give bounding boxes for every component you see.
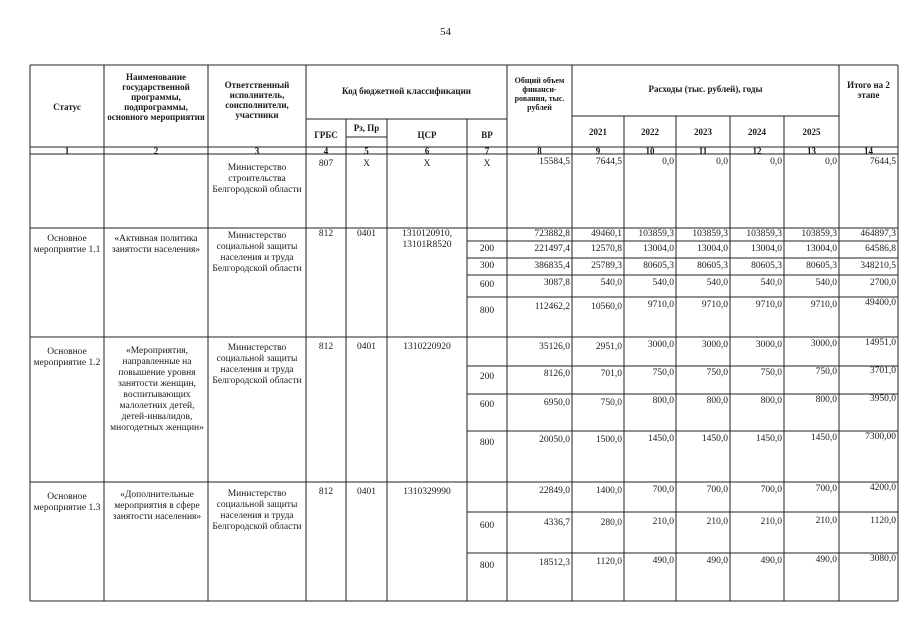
m11-l2-2024: 13004,0 bbox=[751, 244, 782, 254]
m11-l2-2025: 13004,0 bbox=[806, 244, 837, 254]
header-responsible: Ответственный исполнитель, соисполнители, участники bbox=[224, 80, 290, 120]
col-num-13: 13 bbox=[807, 146, 816, 156]
m13-l3-2025: 490,0 bbox=[815, 555, 837, 565]
m11-l4-vr: 600 bbox=[479, 280, 495, 290]
m12-l1-stage: 14951,0 bbox=[865, 338, 896, 348]
m11-l1-stage: 464897,3 bbox=[860, 229, 896, 239]
top-stage-total: 7644,5 bbox=[869, 157, 896, 167]
m13-l1-total: 22849,0 bbox=[539, 486, 570, 496]
m12-l4-2023: 1450,0 bbox=[701, 434, 728, 444]
m12-l4-2024: 1450,0 bbox=[755, 434, 782, 444]
m13-l2-2022: 210,0 bbox=[652, 517, 674, 527]
m11-l2-stage: 64586,8 bbox=[865, 244, 896, 254]
m11-l3-2025: 80605,3 bbox=[806, 261, 837, 271]
m11-l2-2021: 12570,8 bbox=[591, 244, 622, 254]
top-responsible: Министерство строительства Белгородской области bbox=[212, 163, 302, 195]
m11-l1-total: 723882,8 bbox=[534, 229, 570, 239]
header-name: Наименование государственной программы, подпрограммы, основного мероприятия bbox=[107, 72, 205, 122]
m13-l2-stage: 1120,0 bbox=[870, 516, 896, 526]
m11-l4-stage: 2700,0 bbox=[869, 278, 896, 288]
m12-l3-2025: 800,0 bbox=[815, 395, 837, 405]
m13-l3-total: 18512,3 bbox=[539, 558, 570, 568]
m13-l3-2022: 490,0 bbox=[652, 556, 674, 566]
top-2023: 0,0 bbox=[716, 157, 728, 167]
m13-grbs: 812 bbox=[318, 487, 334, 497]
m12-csr: 1310220920 bbox=[403, 342, 451, 352]
m13-l3-stage: 3080,0 bbox=[869, 554, 896, 564]
m13-l1-2025: 700,0 bbox=[815, 484, 837, 494]
col-num-5: 5 bbox=[364, 146, 369, 156]
m11-l2-total: 221497,4 bbox=[534, 244, 570, 254]
m12-status: Основное мероприятие 1.2 bbox=[33, 347, 101, 368]
m12-l1-2022: 3000,0 bbox=[647, 340, 674, 350]
m11-name: «Активная политика занятости населения» bbox=[111, 234, 201, 255]
top-vr: Х bbox=[483, 159, 491, 169]
col-num-10: 10 bbox=[645, 146, 655, 156]
year-2024: 2024 bbox=[748, 127, 766, 137]
year-2021: 2021 bbox=[589, 127, 607, 137]
m13-l2-total: 4336,7 bbox=[543, 518, 570, 528]
m13-l2-2021: 280,0 bbox=[600, 518, 622, 528]
m12-l2-2022: 750,0 bbox=[652, 368, 674, 378]
m11-l1-2022: 103859,3 bbox=[638, 229, 674, 239]
m11-l3-2024: 80605,3 bbox=[751, 261, 782, 271]
m12-l4-2022: 1450,0 bbox=[647, 434, 674, 444]
header-csr: ЦСР bbox=[417, 130, 437, 140]
m12-l3-2021: 750,0 bbox=[600, 398, 622, 408]
m11-l3-stage: 348210,5 bbox=[860, 261, 896, 271]
m13-l3-2024: 490,0 bbox=[760, 556, 782, 566]
m11-l4-total: 3087,8 bbox=[543, 278, 570, 288]
m13-l1-stage: 4200,0 bbox=[869, 483, 896, 493]
top-2021: 7644,5 bbox=[595, 157, 622, 167]
year-2022: 2022 bbox=[641, 127, 659, 137]
header-status: Статус bbox=[53, 102, 81, 112]
m12-l3-2022: 800,0 bbox=[652, 396, 674, 406]
header-total: Общий объем финанси-рования, тыс. рублей bbox=[514, 76, 565, 112]
top-grbs: 807 bbox=[318, 159, 334, 169]
m11-l5-2024: 9710,0 bbox=[755, 300, 782, 310]
m13-l2-2023: 210,0 bbox=[706, 517, 728, 527]
col-num-7: 7 bbox=[484, 146, 490, 156]
m12-name: «Мероприятия, направленные на повышение уровня занятости женщин, воспитывающих малолетних детей, детей-инвалидов, многодетных женщин» bbox=[110, 346, 204, 433]
m11-l4-2024: 540,0 bbox=[760, 278, 782, 288]
m11-l5-2021: 10560,0 bbox=[591, 302, 622, 312]
m11-l5-vr: 800 bbox=[479, 306, 495, 316]
top-rzpr: Х bbox=[363, 159, 370, 169]
m13-l3-2021: 1120,0 bbox=[596, 557, 622, 567]
m11-l1-2025: 103859,3 bbox=[801, 229, 837, 239]
m12-l4-vr: 800 bbox=[479, 438, 495, 448]
m11-l4-2025: 540,0 bbox=[815, 278, 837, 288]
top-csr: Х bbox=[423, 159, 431, 169]
m12-l2-2023: 750,0 bbox=[706, 368, 728, 378]
m13-rzpr: 0401 bbox=[357, 487, 376, 497]
m12-l2-2024: 750,0 bbox=[760, 368, 782, 378]
m11-l5-2025: 9710,0 bbox=[810, 300, 837, 310]
m11-l3-2021: 25789,3 bbox=[591, 261, 622, 271]
m11-l1-2021: 49460,1 bbox=[591, 229, 622, 239]
m12-l4-total: 20050,0 bbox=[539, 435, 570, 445]
m13-status: Основное мероприятие 1.3 bbox=[33, 492, 101, 513]
m11-status: Основное мероприятие 1.1 bbox=[33, 234, 101, 255]
m13-l1-2024: 700,0 bbox=[760, 485, 782, 495]
m13-l1-2023: 700,0 bbox=[706, 485, 728, 495]
m11-l5-2022: 9710,0 bbox=[647, 300, 674, 310]
m13-l2-2024: 210,0 bbox=[760, 517, 782, 527]
m11-l5-total: 112462,2 bbox=[534, 302, 570, 312]
m11-l4-2021: 540,0 bbox=[600, 278, 622, 288]
m13-l2-2025: 210,0 bbox=[815, 516, 837, 526]
m11-l4-2022: 540,0 bbox=[652, 278, 674, 288]
header-expenses: Расходы (тыс. рублей), годы bbox=[648, 84, 763, 94]
m11-l2-2023: 13004,0 bbox=[697, 244, 728, 254]
page-number: 54 bbox=[440, 26, 451, 38]
m11-l5-2023: 9710,0 bbox=[701, 300, 728, 310]
col-num-2: 2 bbox=[153, 146, 159, 156]
m12-l4-2025: 1450,0 bbox=[810, 433, 837, 443]
header-rzpr: Рз, Пр bbox=[353, 123, 380, 133]
m12-l2-2025: 750,0 bbox=[815, 367, 837, 377]
m11-l5-stage: 49400,0 bbox=[865, 298, 896, 308]
m11-responsible: Министерство социальной защиты населения и труда Белгородской области bbox=[212, 231, 302, 274]
m13-l3-2023: 490,0 bbox=[706, 556, 728, 566]
m12-responsible: Министерство социальной защиты населения и труда Белгородской области bbox=[212, 343, 302, 386]
m13-l3-vr: 800 bbox=[479, 561, 495, 571]
m12-l2-2021: 701,0 bbox=[600, 369, 622, 379]
m12-l2-stage: 3701,0 bbox=[869, 366, 896, 376]
m11-rzpr: 0401 bbox=[357, 229, 376, 239]
top-2025: 0,0 bbox=[825, 157, 837, 167]
m11-l2-vr: 200 bbox=[479, 244, 495, 254]
m11-l3-2023: 80605,3 bbox=[697, 261, 728, 271]
m11-l4-2023: 540,0 bbox=[706, 278, 728, 288]
m11-grbs: 812 bbox=[318, 229, 334, 239]
m12-l3-2023: 800,0 bbox=[706, 396, 728, 406]
m11-l3-total: 386835,4 bbox=[534, 261, 570, 271]
m12-l3-vr: 600 bbox=[479, 400, 495, 410]
header-grbs: ГРБС bbox=[314, 130, 338, 140]
m13-responsible: Министерство социальной защиты населения и труда Белгородской области bbox=[212, 489, 302, 532]
m12-l2-vr: 200 bbox=[479, 372, 495, 382]
top-total: 15584,5 bbox=[539, 157, 570, 167]
m11-l3-2022: 80605,3 bbox=[643, 261, 674, 271]
m12-l1-2023: 3000,0 bbox=[701, 340, 728, 350]
year-2023: 2023 bbox=[694, 127, 712, 137]
m12-l1-2024: 3000,0 bbox=[755, 340, 782, 350]
m12-l2-total: 8126,0 bbox=[543, 369, 570, 379]
m12-l4-stage: 7300,00 bbox=[865, 432, 896, 442]
col-num-4: 4 bbox=[323, 146, 329, 156]
col-num-8: 8 bbox=[537, 146, 542, 156]
col-num-1: 1 bbox=[64, 146, 70, 156]
col-num-14: 14 bbox=[864, 146, 873, 156]
m12-l1-total: 35126,0 bbox=[539, 342, 570, 352]
header-budget-code: Код бюджетной классификации bbox=[342, 86, 471, 96]
col-num-3: 3 bbox=[254, 146, 260, 156]
m13-l1-2022: 700,0 bbox=[652, 485, 674, 495]
top-2024: 0,0 bbox=[770, 157, 782, 167]
m12-l4-2021: 1500,0 bbox=[595, 435, 622, 445]
header-vr: ВР bbox=[481, 130, 493, 140]
year-2025: 2025 bbox=[802, 127, 821, 137]
m13-csr: 1310329990 bbox=[403, 487, 451, 497]
m12-l1-2025: 3000,0 bbox=[810, 339, 837, 349]
m13-l2-vr: 600 bbox=[479, 521, 495, 531]
m12-l3-stage: 3950,0 bbox=[869, 394, 896, 404]
m11-csr: 1310120910, 13101R8520 bbox=[402, 229, 452, 250]
m11-l2-2022: 13004,0 bbox=[643, 244, 674, 254]
m12-grbs: 812 bbox=[318, 342, 334, 352]
col-num-12: 12 bbox=[752, 146, 762, 156]
m12-rzpr: 0401 bbox=[357, 342, 376, 352]
m12-l3-2024: 800,0 bbox=[760, 396, 782, 406]
m11-l1-2023: 103859,3 bbox=[692, 229, 728, 239]
m12-l3-total: 6950,0 bbox=[543, 398, 570, 408]
top-2022: 0,0 bbox=[662, 157, 674, 167]
col-num-6: 6 bbox=[424, 146, 430, 156]
m13-name: «Дополнительные мероприятия в сфере занятости населения» bbox=[112, 490, 202, 522]
m11-l3-vr: 300 bbox=[479, 261, 495, 271]
col-num-9: 9 bbox=[595, 146, 601, 156]
m11-l1-2024: 103859,3 bbox=[746, 229, 782, 239]
m12-l1-2021: 2951,0 bbox=[595, 342, 622, 352]
col-num-11: 11 bbox=[698, 146, 708, 156]
m13-l1-2021: 1400,0 bbox=[595, 486, 622, 496]
header-stage-total: Итого на 2 этапе bbox=[847, 80, 890, 100]
